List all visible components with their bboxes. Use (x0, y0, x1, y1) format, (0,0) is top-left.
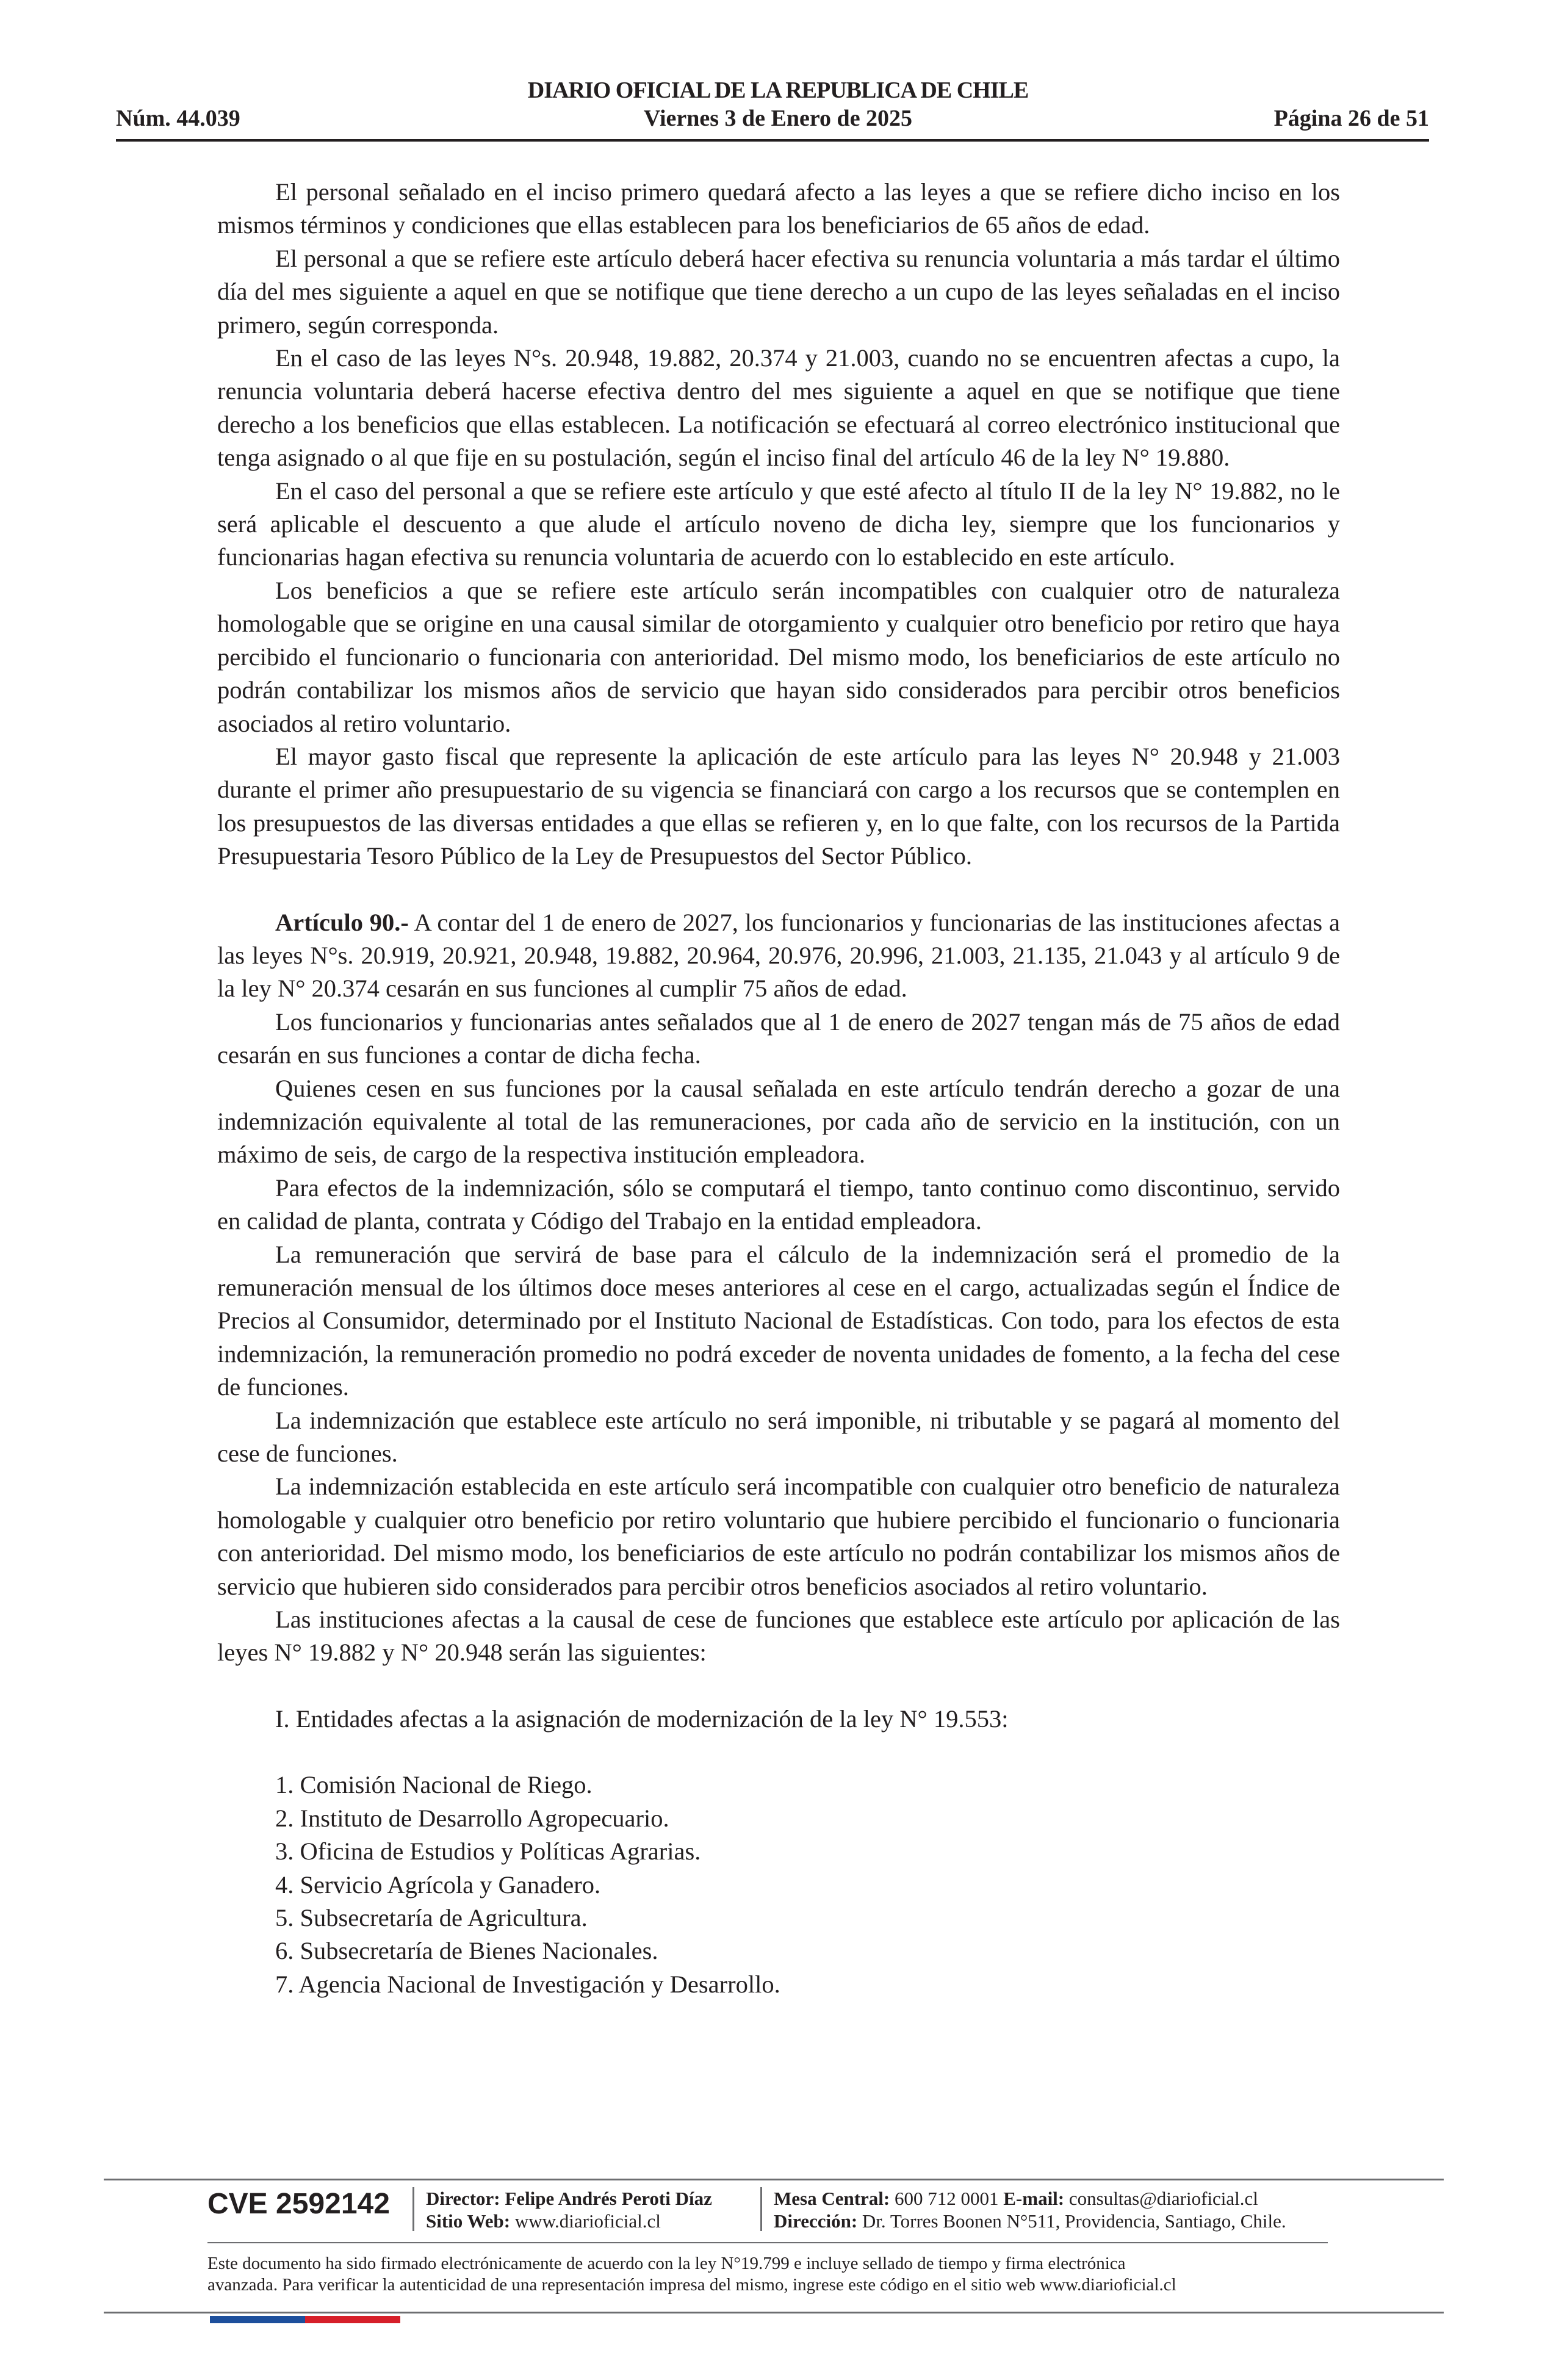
paragraph: Los funcionarios y funcionarias antes señalados que al 1 de enero de 2027 tengan más de 75 años de edad cesarán en sus funciones a contar de dicha fecha. (217, 1008, 1340, 1069)
legal-line: Este documento ha sido firmado electrónicamente de acuerdo con la ley N°19.799 e incluye sellado de tiempo y firma electrónica (207, 2254, 1126, 2273)
paragraph: La indemnización que establece este artículo no será imponible, ni tributable y se pagará al momento del cese de funciones. (217, 1406, 1340, 1468)
paragraph: El mayor gasto fiscal que represente la aplicación de este artículo para las leyes N° 20.948 y 21.003 durante el primer año presupuestario de su vigencia se financiará con cargo a los recursos que se contemplen en los presupuestos de las diversas entidades a que ellas se refieren y, en lo que falte, con los recursos de la Partida Presupuestaria Tesoro Público de la Ley de Presupuestos del Sector Público. (217, 742, 1340, 870)
signature-notice (207, 2253, 1367, 2296)
paragraph: La remuneración que servirá de base para el cálculo de la indemnización será el promedio de la remuneración mensual de los últimos doce meses anteriores al cese en el cargo, actualizadas según el Índice de Precios al Consumidor, determinado por el Instituto Nacional de Estadísticas. Con todo, para los efectos de esta indemnización, la remuneración promedio no podrá exceder de noventa unidades de fomento, a la fecha del cese de funciones. (217, 1240, 1340, 1401)
list-heading: I. Entidades afectas a la asignación de modernización de la ley N° 19.553: (275, 1704, 1009, 1733)
director-label: Director: (426, 2188, 500, 2209)
header-divider (116, 139, 1429, 142)
footer-divider-top (104, 2179, 1444, 2180)
footer-separator (412, 2187, 414, 2231)
list-item: 4. Servicio Agrícola y Ganadero. (275, 1870, 601, 1899)
footer-separator (760, 2187, 762, 2231)
article-90-paragraph (217, 906, 1340, 1006)
paragraph: El personal a que se refiere este artículo deberá hacer efectiva su renuncia voluntaria a más tardar el último día del mes siguiente a aquel en que se notifique que tiene derecho a un cupo de las leyes señaladas en el inciso primero, según corresponda. (217, 244, 1340, 339)
list-item: 5. Subsecretaría de Agricultura. (275, 1903, 588, 1931)
paragraph: En el caso de las leyes N°s. 20.948, 19.882, 20.374 y 21.003, cuando no se encuentren afectas a cupo, la renuncia voluntaria deberá hacerse efectiva dentro del mes siguiente a aquel en que se notifique que tiene derecho a los beneficios que ellas establecen. La notificación se efectuará al correo electrónico institucional que tenga asignado o al que fije en su postulación, según el inciso final del artículo 46 de la ley N° 19.880. (217, 344, 1340, 472)
newspaper-title: DIARIO OFICIAL DE LA REPUBLICA DE CHILE (527, 78, 1029, 103)
list-item: 6. Subsecretaría de Bienes Nacionales. (275, 1937, 658, 1965)
flag-stripe-blue (210, 2316, 305, 2323)
page-indicator: Página 26 de 51 (1273, 106, 1429, 131)
website-link[interactable]: www.diarioficial.cl (514, 2210, 661, 2232)
web-label: Sitio Web: (426, 2210, 511, 2232)
flag-stripe-red (305, 2316, 400, 2323)
paragraph: Quienes cesen en sus funciones por la causal señalada en este artículo tendrán derecho a gozar de una indemnización equivalente al total de las remuneraciones, por cada año de servicio en la institución, con un máximo de seis, de cargo de la respectiva institución empleadora. (217, 1074, 1340, 1169)
footer-divider-middle (207, 2242, 1328, 2243)
list-item: 7. Agencia Nacional de Investigación y Desarrollo. (275, 1970, 780, 1998)
entity-list (217, 1769, 1340, 2001)
paragraph: Las instituciones afectas a la causal de cese de funciones que establece este artículo por aplicación de las leyes N° 19.882 y N° 20.948 serán las siguientes: (217, 1606, 1340, 1667)
phone-number: 600 712 0001 (895, 2188, 999, 2209)
list-item: 3. Oficina de Estudios y Políticas Agrarias. (275, 1837, 701, 1866)
paragraph: La indemnización establecida en este artículo será incompatible con cualquier otro beneficio de naturaleza homologable y cualquier otro beneficio por retiro voluntario que hubiere percibido el funcionario o funcionaria con anterioridad. Del mismo modo, los beneficiarios de este artículo no podrán contabilizar los mismos años de servicio que hubieren sido considerados para percibir otros beneficios asociados al retiro voluntario. (217, 1473, 1340, 1600)
address-value: Dr. Torres Boonen N°511, Providencia, Santiago, Chile. (862, 2210, 1286, 2232)
address-label: Dirección: (774, 2210, 858, 2232)
footer-divider-bottom (104, 2312, 1444, 2313)
director-name: Felipe Andrés Peroti Díaz (505, 2188, 712, 2209)
cve-code: CVE 2592142 (207, 2188, 390, 2220)
email-label: E-mail: (1003, 2188, 1065, 2209)
issue-date: Viernes 3 de Enero de 2025 (643, 106, 913, 131)
mesa-label: Mesa Central: (774, 2188, 890, 2209)
list-item: 2. Instituto de Desarrollo Agropecuario. (275, 1804, 669, 1832)
article-90-heading: Artículo 90.- (275, 908, 409, 936)
paragraph: Para efectos de la indemnización, sólo se computará el tiempo, tanto continuo como discontinuo, servido en calidad de planta, contrata y Código del Trabajo en la entidad empleadora. (217, 1174, 1340, 1235)
issue-number: Núm. 44.039 (116, 106, 240, 131)
legal-line: avanzada. Para verificar la autenticidad de una representación impresa del mismo, ingrese este código en el sitio web www.diarioficial.cl (207, 2275, 1176, 2295)
paragraph: En el caso del personal a que se refiere este artículo y que esté afecto al título II de la ley N° 19.882, no le será aplicable el descuento a que alude el artículo noveno de dicha ley, siempre que los funcionarios y funcionarias hagan efectiva su renuncia voluntaria de acuerdo con lo establecido en este artículo. (217, 477, 1340, 571)
paragraph: Los beneficios a que se refiere este artículo serán incompatibles con cualquier otro de naturaleza homologable que se origine en una causal similar de otorgamiento y cualquier otro beneficio por retiro que haya percibido el funcionario o funcionaria con anterioridad. Del mismo modo, los beneficiarios de este artículo no podrán contabilizar los mismos años de servicio que hayan sido considerados para percibir otros beneficios asociados al retiro voluntario. (217, 576, 1340, 737)
article-90-text: A contar del 1 de enero de 2027, los funcionarios y funcionarias de las instituciones afectas a las leyes N°s. 20.919, 20.921, 20.948, 19.882, 20.964, 20.976, 20.996, 21.003, 21.135, 21.043 y al artículo 9 de la ley N° 20.374 cesarán en sus funciones al cumplir 75 años de edad. (217, 908, 1341, 1003)
paragraph: El personal señalado en el inciso primero quedará afecto a las leyes a que se refiere dicho inciso en los mismos términos y condiciones que ellas establecen para los beneficiarios de 65 años de edad. (217, 178, 1340, 239)
director-info (426, 2187, 712, 2232)
list-item: 1. Comisión Nacional de Riego. (275, 1771, 593, 1799)
contact-info (774, 2187, 1286, 2232)
email-link[interactable]: consultas@diarioficial.cl (1068, 2188, 1258, 2209)
article-body (217, 176, 1340, 2001)
